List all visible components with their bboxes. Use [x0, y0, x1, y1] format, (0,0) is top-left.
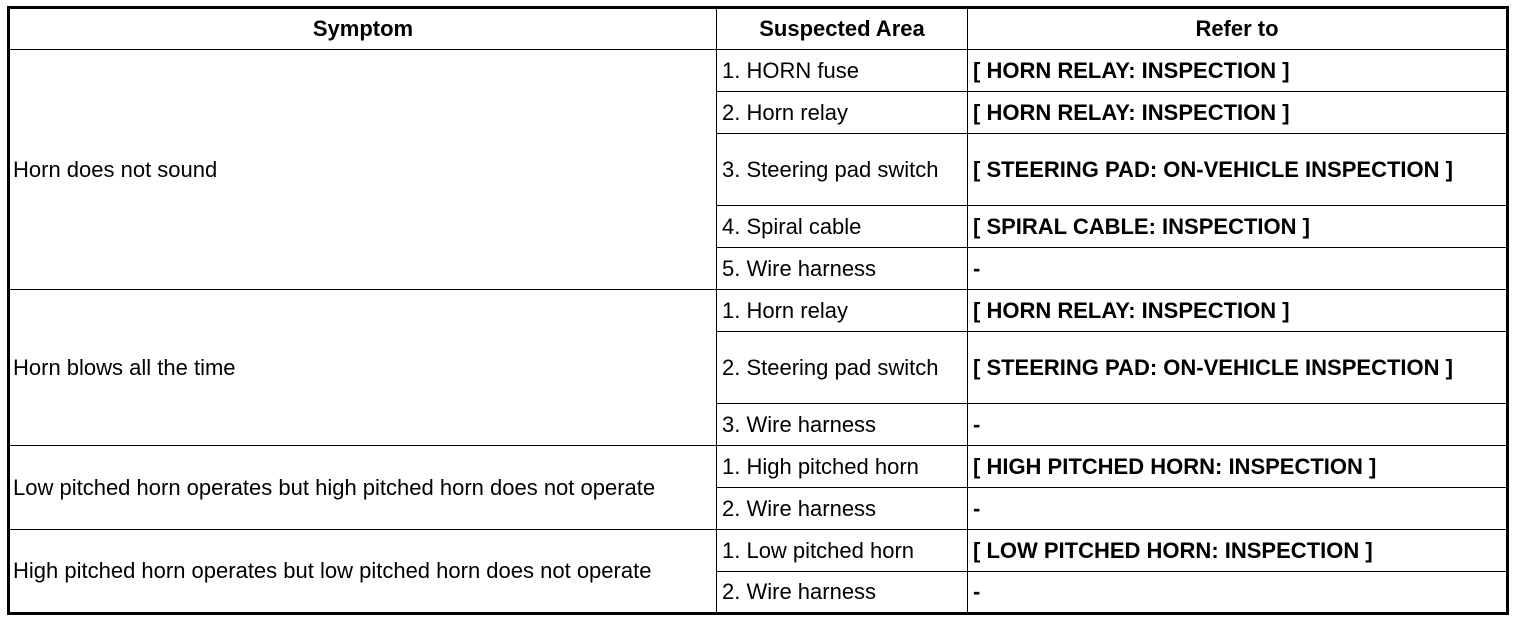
refer-to-cell: -	[968, 488, 1508, 530]
suspected-area-cell: 2. Steering pad switch	[717, 332, 968, 404]
header-suspected-area: Suspected Area	[717, 8, 968, 50]
suspected-area-cell: 4. Spiral cable	[717, 206, 968, 248]
suspected-area-cell: 3. Wire harness	[717, 404, 968, 446]
table-row	[9, 446, 1508, 488]
suspected-area-cell: 2. Horn relay	[717, 92, 968, 134]
header-refer-to: Refer to	[968, 8, 1508, 50]
table-row	[9, 530, 1508, 572]
refer-to-link[interactable]: [ HORN RELAY: INSPECTION ]	[968, 92, 1508, 134]
table-row	[9, 290, 1508, 332]
table-row	[9, 50, 1508, 92]
refer-to-link[interactable]: [ LOW PITCHED HORN: INSPECTION ]	[968, 530, 1508, 572]
suspected-area-cell: 1. Low pitched horn	[717, 530, 968, 572]
suspected-area-cell: 5. Wire harness	[717, 248, 968, 290]
refer-to-link[interactable]: [ HORN RELAY: INSPECTION ]	[968, 50, 1508, 92]
symptom-cell: Horn blows all the time	[9, 290, 717, 446]
header-symptom: Symptom	[9, 8, 717, 50]
refer-to-link[interactable]: [ STEERING PAD: ON-VEHICLE INSPECTION ]	[968, 332, 1508, 404]
header-row	[9, 8, 1508, 50]
suspected-area-cell: 1. High pitched horn	[717, 446, 968, 488]
symptom-cell: Horn does not sound	[9, 50, 717, 290]
symptom-cell: Low pitched horn operates but high pitched horn does not operate	[9, 446, 717, 530]
suspected-area-cell: 1. Horn relay	[717, 290, 968, 332]
symptom-table	[7, 6, 1509, 615]
suspected-area-cell: 2. Wire harness	[717, 572, 968, 614]
refer-to-link[interactable]: [ HIGH PITCHED HORN: INSPECTION ]	[968, 446, 1508, 488]
suspected-area-cell: 1. HORN fuse	[717, 50, 968, 92]
suspected-area-cell: 3. Steering pad switch	[717, 134, 968, 206]
refer-to-link[interactable]: [ STEERING PAD: ON-VEHICLE INSPECTION ]	[968, 134, 1508, 206]
refer-to-cell: -	[968, 572, 1508, 614]
refer-to-cell: -	[968, 248, 1508, 290]
symptom-cell: High pitched horn operates but low pitched horn does not operate	[9, 530, 717, 614]
refer-to-link[interactable]: [ SPIRAL CABLE: INSPECTION ]	[968, 206, 1508, 248]
suspected-area-cell: 2. Wire harness	[717, 488, 968, 530]
refer-to-cell: -	[968, 404, 1508, 446]
refer-to-link[interactable]: [ HORN RELAY: INSPECTION ]	[968, 290, 1508, 332]
